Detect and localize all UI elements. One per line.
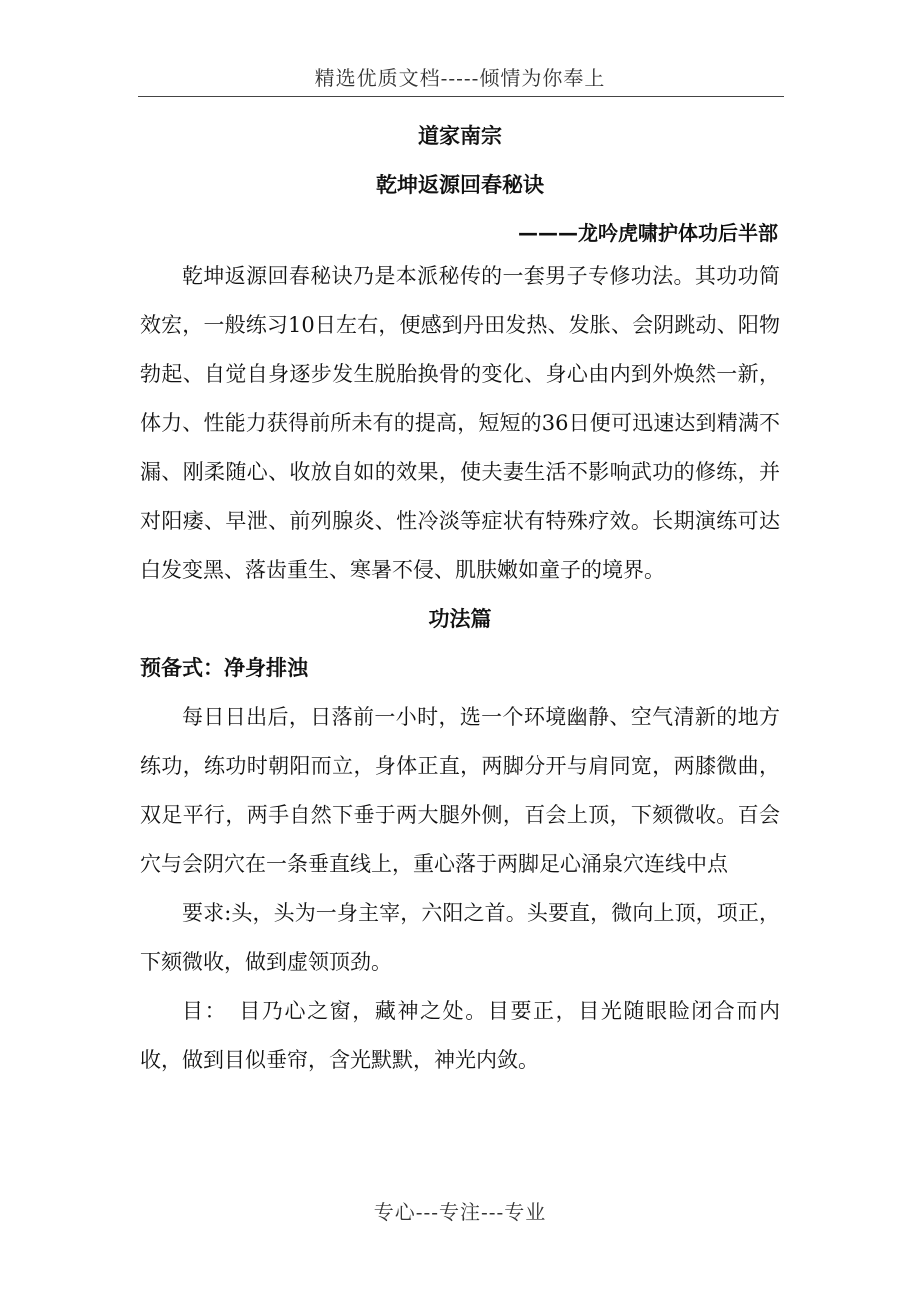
document-subtitle: ———龙吟虎啸护体功后半部 xyxy=(518,221,778,245)
document-body xyxy=(140,118,780,1085)
eyes-requirement-paragraph: 目： 目乃心之窗，藏神之处。目要正，目光随眼睑闭合而内收，做到目似垂帘，含光默默，神光内敛。 xyxy=(140,999,780,1072)
header-divider xyxy=(138,96,784,97)
intro-paragraph: 乾坤返源回春秘诀乃是本派秘传的一套男子专修功法。其功功简效宏，一般练习10日左右，便感到丹田发热、发胀、会阴跳动、阳物勃起、自觉自身逐步发生脱胎换骨的变化、身心由内到外焕然一新，体力、性能力获得前所未有的提高，短短的36日便可迅速达到精满不漏、刚柔随心、收放自如的效果，使夫妻生活不影响武功的修练，并对阳痿、早泄、前列腺炎、性冷淡等症状有特殊疗效。长期演练可达白发变黑、落齿重生、寒暑不侵、肌肤嫩如童子的境界。 xyxy=(140,264,780,582)
page-footer: 专心---专注---专业 xyxy=(373,1200,547,1224)
document-title-line2: 乾坤返源回春秘诀 xyxy=(376,173,544,197)
head-requirement-paragraph: 要求:头，头为一身主宰，六阳之首。头要直，微向上顶，项正，下颏微收，做到虚领顶劲。 xyxy=(140,901,780,974)
document-title-line1: 道家南宗 xyxy=(418,124,502,148)
subsection-title: 预备式：净身排浊 xyxy=(140,656,308,680)
page-header: 精选优质文档-----倾情为你奉上 xyxy=(314,66,606,90)
section-title: 功法篇 xyxy=(428,607,492,631)
prep-paragraph: 每日日出后，日落前一小时，选一个环境幽静、空气清新的地方练功，练功时朝阳而立，身体正直，两脚分开与肩同宽，两膝微曲，双足平行，两手自然下垂于两大腿外侧，百会上顶，下颏微收。百会穴与会阴穴在一条垂直线上，重心落于两脚足心涌泉穴连线中点 xyxy=(140,705,780,876)
